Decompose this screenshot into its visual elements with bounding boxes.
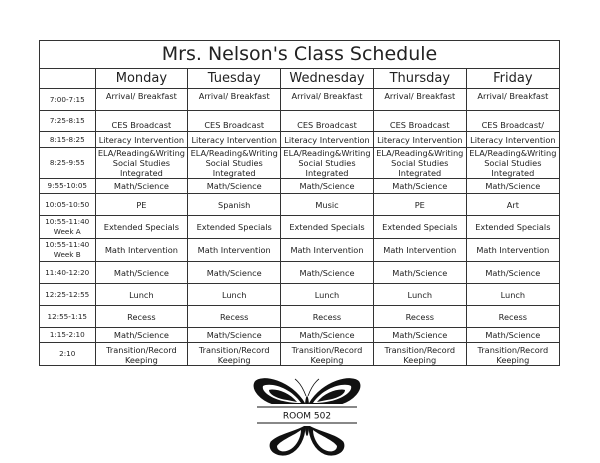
activity-cell: Math/Science — [281, 262, 374, 284]
activity-cell: Art — [466, 194, 559, 216]
activity-cell: Recess — [188, 306, 281, 328]
activity-cell: Spanish — [188, 194, 281, 216]
activity-cell: Math/Science — [95, 262, 188, 284]
activity-cell: Math/Science — [373, 262, 466, 284]
activity-cell: Lunch — [281, 284, 374, 306]
activity-cell: Math/Science — [281, 328, 374, 343]
schedule-row — [40, 216, 559, 239]
activity-cell: ELA/Reading&Writing Social Studies Integrated — [373, 148, 466, 179]
butterfly-logo — [251, 374, 363, 458]
activity-cell: Math Intervention — [466, 239, 559, 262]
activity-cell: Recess — [95, 306, 188, 328]
activity-cell: Arrival/ Breakfast — [95, 89, 188, 111]
activity-cell: Music — [281, 194, 374, 216]
time-cell: 10:55-11:40 Week B — [40, 239, 95, 262]
activity-cell: Extended Specials — [95, 216, 188, 239]
activity-cell: Transition/Record Keeping — [466, 343, 559, 366]
activity-cell: Math/Science — [95, 328, 188, 343]
schedule-row — [40, 328, 559, 343]
activity-cell: ELA/Reading&Writing Social Studies Integrated — [281, 148, 374, 179]
activity-cell: Arrival/ Breakfast — [281, 89, 374, 111]
activity-cell: Arrival/ Breakfast — [466, 89, 559, 111]
activity-cell: Literacy Intervention — [373, 132, 466, 148]
activity-cell: Math/Science — [466, 262, 559, 284]
activity-cell: Math/Science — [281, 179, 374, 194]
time-cell: 8:15-8:25 — [40, 132, 95, 148]
day-header-row — [40, 69, 559, 89]
activity-cell: Math/Science — [188, 179, 281, 194]
activity-cell: Extended Specials — [466, 216, 559, 239]
activity-cell: Arrival/ Breakfast — [373, 89, 466, 111]
activity-cell: PE — [373, 194, 466, 216]
activity-cell: Extended Specials — [373, 216, 466, 239]
activity-cell: Literacy Intervention — [188, 132, 281, 148]
schedule-row — [40, 239, 559, 262]
activity-cell: CES Broadcast/ — [466, 111, 559, 132]
activity-cell: Math/Science — [95, 179, 188, 194]
activity-cell: Math/Science — [373, 328, 466, 343]
schedule-row — [40, 111, 559, 132]
day-header: Wednesday — [281, 69, 374, 89]
activity-cell: Recess — [373, 306, 466, 328]
activity-cell: Math/Science — [373, 179, 466, 194]
time-cell: 12:25-12:55 — [40, 284, 95, 306]
activity-cell: Math/Science — [466, 179, 559, 194]
activity-cell: Lunch — [188, 284, 281, 306]
activity-cell: Math Intervention — [373, 239, 466, 262]
activity-cell: Math Intervention — [188, 239, 281, 262]
schedule-row — [40, 148, 559, 179]
activity-cell: CES Broadcast — [373, 111, 466, 132]
day-header: Friday — [466, 69, 559, 89]
activity-cell: CES Broadcast — [188, 111, 281, 132]
activity-cell: Math/Science — [466, 328, 559, 343]
day-header: Monday — [95, 69, 188, 89]
activity-cell: Math/Science — [188, 328, 281, 343]
room-label: ROOM 502 — [282, 411, 332, 422]
activity-cell: CES Broadcast — [281, 111, 374, 132]
activity-cell: Extended Specials — [188, 216, 281, 239]
activity-cell: Literacy Intervention — [281, 132, 374, 148]
activity-cell: Math Intervention — [95, 239, 188, 262]
time-cell: 1:15-2:10 — [40, 328, 95, 343]
activity-cell: ELA/Reading&Writing Social Studies Integrated — [95, 148, 188, 179]
time-header — [40, 69, 95, 89]
time-cell: 2:10 — [40, 343, 95, 366]
activity-cell: Recess — [466, 306, 559, 328]
activity-cell: Transition/Record Keeping — [188, 343, 281, 366]
activity-cell: ELA/Reading&Writing Social Studies Integrated — [188, 148, 281, 179]
schedule-table — [39, 40, 560, 366]
activity-cell: CES Broadcast — [95, 111, 188, 132]
activity-cell: Math Intervention — [281, 239, 374, 262]
activity-cell: Transition/Record Keeping — [95, 343, 188, 366]
day-header: Thursday — [373, 69, 466, 89]
time-cell: 9:55-10:05 — [40, 179, 95, 194]
time-cell: 10:05-10:50 — [40, 194, 95, 216]
activity-cell: Lunch — [373, 284, 466, 306]
schedule-row — [40, 306, 559, 328]
activity-cell: Lunch — [466, 284, 559, 306]
schedule-row — [40, 262, 559, 284]
schedule-row — [40, 132, 559, 148]
time-cell: 8:25-9:55 — [40, 148, 95, 179]
schedule-grid — [40, 69, 559, 365]
activity-cell: Extended Specials — [281, 216, 374, 239]
time-cell: 12:55-1:15 — [40, 306, 95, 328]
activity-cell: Math/Science — [188, 262, 281, 284]
schedule-row — [40, 179, 559, 194]
schedule-row — [40, 343, 559, 366]
day-header: Tuesday — [188, 69, 281, 89]
activity-cell: ELA/Reading&Writing Social Studies Integrated — [466, 148, 559, 179]
page-title: Mrs. Nelson's Class Schedule — [40, 41, 559, 69]
schedule-row — [40, 194, 559, 216]
activity-cell: PE — [95, 194, 188, 216]
time-cell: 10:55-11:40 Week A — [40, 216, 95, 239]
activity-cell: Literacy Intervention — [95, 132, 188, 148]
activity-cell: Transition/Record Keeping — [281, 343, 374, 366]
activity-cell: Transition/Record Keeping — [373, 343, 466, 366]
schedule-row — [40, 89, 559, 111]
schedule-row — [40, 284, 559, 306]
activity-cell: Lunch — [95, 284, 188, 306]
activity-cell: Recess — [281, 306, 374, 328]
activity-cell: Literacy Intervention — [466, 132, 559, 148]
time-cell: 7:25-8:15 — [40, 111, 95, 132]
activity-cell: Arrival/ Breakfast — [188, 89, 281, 111]
time-cell: 11:40-12:20 — [40, 262, 95, 284]
time-cell: 7:00-7:15 — [40, 89, 95, 111]
